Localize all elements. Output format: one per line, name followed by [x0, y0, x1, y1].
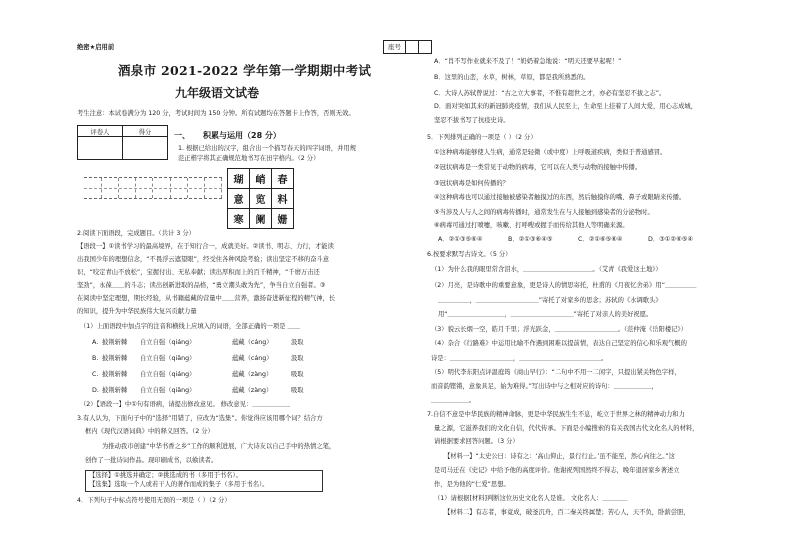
seat-label: 座号: [384, 41, 406, 53]
seat-cell: [406, 41, 419, 53]
grid-char: 阑: [250, 209, 272, 229]
exam-subtitle: 九年级语文试卷: [175, 86, 260, 100]
q6-line: 诗是：＿＿＿＿＿＿＿＿＿＿，＿＿＿＿＿＿＿＿＿＿＿＿＿。: [431, 355, 608, 362]
q2-passage-line: 坚劲”，永葆＿＿的斗志；读出创新进取的品格，“勇立潮头敢为先”，争当自立自强者。③: [77, 282, 326, 289]
q6-line: （1）为什么我的眼里常含泪水，＿＿＿＿＿＿＿＿＿＿＿。（艾青《我爱这土地》）: [431, 266, 662, 273]
q7-line: 是司马迁在《史记》中给予他的高度评价。他谢祝列国然终不得志，晚年退居家乡著述立: [434, 467, 680, 474]
q6-line: 而音韵铿锵，意象具足，始为难得。”写出诗中与之相对应的诗句：＿＿＿＿＿＿，: [431, 383, 658, 390]
grid-char: 瑚: [228, 169, 250, 189]
q1-line1: 1. 根据已给出的汉字，组合出一个描写春天的四字词语，并用规: [178, 145, 357, 152]
grid-char: 寒: [228, 209, 250, 229]
option-word: 披荆斩棘: [102, 339, 128, 346]
exam-note: 考生注意：本试卷满分为 120 分，考试时间为 150 分钟。所有试题均在答题卡上作答，否则无效。: [77, 110, 355, 117]
option-word: 蕴藏（zàng）: [232, 371, 273, 378]
dictionary-entry: 【选集】选取一个人或若干人的著作而成的集子（多用于书名）。: [89, 481, 269, 488]
q1-line2: 范正楷字将其正确规范地书写在田字格内。（2 分）: [178, 155, 320, 162]
section-heading: 积累与运用（28 分）: [203, 131, 281, 140]
grid-char: 览: [250, 189, 272, 209]
option-word: 吸取: [291, 387, 304, 394]
q4-option[interactable]: C．大诗人苏轼曾说过：“古之立大事者，不惟有超世之才，亦必有坚忍不拔之志”。: [434, 90, 666, 97]
q2-intro: 2.阅读下面语段，完成题目。（共计 3 分）: [77, 230, 195, 237]
q5-item: ①这种病毒能够使人生病，通常是轻微（或中度）上呼吸道疾病，类似于普通感冒。: [434, 149, 667, 156]
q4-option[interactable]: B．这里的山峦，水草，树林，草原，都是我所熟悉的。: [434, 74, 590, 81]
seat-number-box: [383, 40, 432, 54]
option-word: 蕴藏（cáng）: [232, 355, 273, 362]
score-cell: [123, 137, 168, 160]
q2-passage-line: 识，“咬定青山不放松”，宝握付出、无私奉献；读出厚积而上的百千精神，“千磨万击还: [77, 269, 320, 276]
q3-line: 为推动我市创建“中华书香之乡”工作的顺利进展，广大诗友以自己手中的热情之笔，: [102, 443, 336, 450]
q7-line: 量之源，它滋养我们的文化自信，代代传承。下面是小编搜索的有关我国古代文化名人的材料，: [434, 425, 699, 432]
q7-line: （1）请根据[材料]判断这位历史文化名人是谁。 文化名人：＿＿＿＿: [434, 495, 628, 502]
exam-title: 酒泉市 2021-2022 学年第一学期期中考试: [118, 63, 372, 78]
option-word: 披荆斩棘: [102, 371, 128, 378]
q6-line: （5）明代李东阳点评温庭筠《商山早行》：“二句中不用一二闲字，只提出紧关物色字样，: [431, 369, 681, 376]
q5-option[interactable]: B．②①③⑥④⑤: [508, 236, 553, 243]
q4-option-cont: 坚忍不拔书写了抗疫史诗。: [434, 117, 510, 124]
option-word: 自立自强（qiáng）: [140, 371, 196, 378]
q7-line: 请根据要求回答问题。（3 分）: [434, 438, 519, 445]
q5-item: ⑤当涉及人与人之间的病毒传播时，通常发生在与人接触到感染者的分泌物时。: [434, 209, 654, 216]
q2-sub1: （1）上面语段中加点字的注音和横线上应填入的词语，全部正确的一项是 ＿＿: [80, 323, 301, 330]
q7-line: 【材料二】有志者，事竟成，破釜沉舟，百二秦关终属楚；苦心人，天不负，卧薪尝胆，: [444, 509, 690, 516]
q3-line: 框内《现代汉语词典》中的释义回答。（2 分）: [85, 428, 214, 435]
section-number: 一、: [174, 131, 190, 140]
grid-char: 意: [228, 189, 250, 209]
q6-line: （4）杂合《行路难》中运用比喻不作遇到困难以提前情，表达自己坚定的信心和乐观气概的: [431, 340, 687, 347]
grid-char: 料: [272, 189, 294, 209]
q6-line: ＿＿＿＿＿＿。: [431, 397, 476, 404]
grid-char: 峭: [250, 169, 272, 189]
grader-cell: [78, 137, 123, 160]
q3-line: 3.有人认为，下面句子中的“选择”用错了，应改为“选集”。你觉得应该用哪个词？结合方: [77, 415, 323, 422]
q2-passage-line: 【语段一】①读书学习的最高境界，在于知行合一，成就美好。②读书、明志、力行，才能读: [77, 243, 334, 250]
dictionary-entry: 【选择】①挑选并确定；②挑选成的书（多用于书名）。: [89, 472, 242, 479]
q5-item: ⑥病毒可通过打喷嚏，咳嗽、打呼嗖或握手而传给其他人等明确来源。: [434, 222, 629, 229]
option-word: 吸取: [291, 371, 304, 378]
q6-stem: 6.按要求默写古诗文。（5 分）: [427, 251, 512, 258]
score-header: 得分: [123, 126, 168, 137]
q5-item: ③冠状病毒是如何传播的？: [434, 180, 509, 187]
q7-line: 【材料一】“太史公曰：诗有之：‘高山仰止，景行行止。’虽不能至，然心向往之。”这: [444, 453, 675, 460]
q4-option[interactable]: A．“肖不写作业就来不及了！”奶奶着急地说：“明天还要早起呢！”: [434, 58, 622, 65]
option-word: 自立自强（qiáng）: [140, 339, 196, 346]
q6-line: （3）貌云长烟一空，皓月千里；浮光跃金，＿＿＿＿＿＿＿＿＿＿。（范仲淹《岳阳楼记》）: [431, 326, 687, 333]
seat-cell: [419, 41, 431, 53]
q5-item: ④这种病毒也可以通过接触被感染者触摸过的东西，然后触摸你的嘴、鼻子或眼睛来传播。: [434, 194, 686, 201]
option-word: 披荆斩棘: [102, 355, 128, 362]
option-key: A.: [92, 339, 99, 346]
option-key: D.: [92, 387, 99, 394]
q5-option[interactable]: D．③①②⑥⑤④: [648, 236, 694, 243]
option-word: 披荆斩棘: [102, 387, 128, 394]
option-word: 汲取: [291, 339, 304, 346]
score-table: [77, 125, 168, 160]
option-word: 蕴藏（zàng）: [232, 387, 273, 394]
q6-line: 用“＿＿＿＿＿＿＿＿＿，＿＿＿＿＿＿＿＿＿＿”寄托了对亲人的美好祝愿。: [438, 311, 653, 318]
q5-option[interactable]: C．②①⑥⑤⑥④: [578, 236, 623, 243]
q3-line: 创作了一批诗词作品。现印刷成书，以飨读者。: [85, 457, 218, 464]
q5-item: ②冠状病毒是一类常见于动物的病毒，它可以在人类与动物的接触中传播。: [434, 164, 642, 171]
option-word: 汲取: [291, 355, 304, 362]
grid-char: 春: [272, 169, 294, 189]
option-word: 自立自强（qiǎng）: [140, 387, 196, 394]
option-word: 蕴藏（cáng）: [232, 339, 273, 346]
grid-char: 姗: [272, 209, 294, 229]
option-word: 自立自强（qiǎng）: [140, 355, 196, 362]
q2-passage-line: 在阅读中坚定理想，期长经验，从书籍蕴藏的营量中＿＿营养，激扬奋进新征程的精气神，长: [77, 295, 336, 302]
q2-passage-line: 出我国少年的理想信念，“不畏浮云遮望眼”，经受住各种风险考验；读出坚定不移的奋斗意: [77, 256, 330, 263]
q6-line: ＿＿＿＿＿，＿＿＿＿＿＿＿＿＿＿”寄托了对家乡的思念；苏轼的《水调歌头》: [438, 297, 662, 304]
q7-line: 7.自信不意是中华民族的精神命脉，更是中华民族生生不息，屹立于世界之林的精神动力和力: [427, 411, 685, 418]
q2-passage-line: 的知识，提升为中华民族伟大复兴贡献力量: [77, 308, 197, 315]
q4-stem: 4．下列句子中标点符号使用无误的一项是（ ）（2 分）: [77, 497, 231, 504]
option-key: C.: [92, 371, 99, 378]
handwriting-grid: [84, 177, 222, 219]
grader-header: 评卷人: [78, 126, 123, 137]
q2-sub2: （2）【语段一】中①句有语病，请提出修改意见。 修改意见：＿＿＿＿＿＿: [80, 401, 291, 408]
q4-option[interactable]: D．面对突如其来的新冠肺炎疫情，我们从人民至上，生命至上挂着了人间大爱，用心志成城，: [434, 103, 698, 110]
grid-row: [84, 177, 222, 199]
q5-option[interactable]: A．②①③⑤⑥④: [438, 236, 483, 243]
q7-line: 作，是为他的“仁爱”思想。: [434, 481, 510, 488]
q6-line: （2）月亮，是诗歌中的重要意象，更是诗人的情思寄托，杜甫的《月夜忆舍弟》用“＿＿＿＿＿: [431, 282, 697, 289]
option-key: B.: [92, 355, 99, 362]
secret-mark: 绝密★启用前: [77, 44, 115, 51]
q5-stem: 5．下列排列正确的一项是（ ）（2 分）: [427, 134, 537, 141]
character-grid: [227, 168, 294, 229]
